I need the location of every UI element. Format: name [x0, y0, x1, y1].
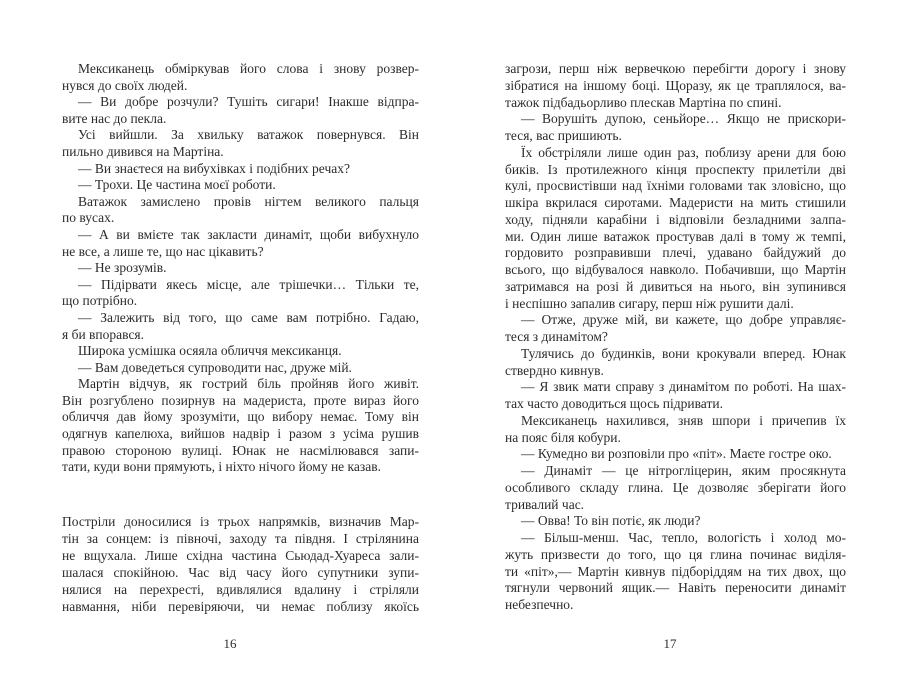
paragraph: [505, 530, 846, 614]
paragraph: [62, 376, 419, 476]
text-line: всього, що відбувалося навколо. Побачивши, що Мартін: [505, 262, 846, 277]
text-line: — Овва! То він потіє, як люди?: [521, 513, 701, 529]
text-line: тажок підбадьорливо плескав Мартіна по спині.: [505, 94, 782, 110]
text-line: Мексиканець обміркував його слова і знову розвер-: [78, 61, 419, 76]
text-line: не все, а лише те, що нас цікавить?: [62, 243, 264, 259]
text-line: нувся до своїх людей.: [62, 77, 188, 93]
text-line: одягнув капелюха, вийшов надвір і разом з усіма рушив: [62, 426, 419, 442]
text-section: [505, 61, 846, 614]
text-line: загрози, перш ніж вервечкою перебігти дорогу і знову: [505, 61, 846, 76]
text-line: жуть призвести до того, що ця глина починає виділя-: [505, 546, 846, 562]
text-line: тах часто доводиться щось підривати.: [505, 396, 723, 411]
text-line: — Трохи. Це частина моєї роботи.: [78, 177, 276, 193]
text-line: — Вам доведеться супроводити нас, друже мій.: [78, 359, 352, 375]
paragraph: [505, 463, 846, 513]
text-line: — Динаміт — це нітрогліцерин, яким просякнута: [521, 463, 846, 478]
text-line: Їх обстріляли лише один раз, поблизу арени для бою: [521, 144, 846, 160]
page-number: 17: [663, 636, 677, 651]
text-line: тягнули червоний ящик.— Навіть переносити динаміт: [505, 580, 846, 596]
text-line: тати, куди вони прямують, і ніхто нічого йому не казав.: [62, 459, 381, 475]
text-line: тривалий час.: [505, 496, 585, 512]
text-line: ти «піт»,— Мартін кивнув підборіддям на тих двох, що: [505, 563, 846, 579]
text-section: [62, 513, 419, 615]
text-line: Мексиканець нахилився, зняв шпори і причепив їх: [521, 412, 846, 428]
paragraph: [62, 177, 419, 194]
paragraph: [62, 94, 419, 127]
text-line: пильно дивився на Мартіна.: [62, 143, 224, 159]
text-line: — А ви вмієте так закласти динаміт, щоби вибухнуло: [78, 226, 419, 242]
paragraph: [62, 310, 419, 343]
text-line: вите нас до пекла.: [62, 110, 167, 126]
paragraph: [505, 513, 846, 530]
text-line: особливого складу глина. Це дозволяє зберігати його: [505, 479, 846, 495]
text-line: я би впорався.: [62, 326, 145, 342]
paragraph: [62, 61, 419, 94]
text-line: не вщухала. Лише східна частина Сьюдад-Хуареса зали-: [62, 548, 419, 563]
text-line: гордовито розправивши плечі, удавано байдужий до: [505, 245, 846, 261]
paragraph: [62, 260, 419, 277]
text-line: і неспішно запалив сигару, перш ніж рушити далі.: [505, 295, 794, 311]
paragraph: [62, 513, 419, 615]
text-line: Він розгублено позирнув на мадериста, проте вираз його: [62, 392, 419, 408]
text-line: обличчя дав йому зрозуміти, що вибору немає. Тому він: [62, 409, 419, 425]
text-line: — Отже, друже мій, ви кажете, що добре управляє-: [521, 312, 846, 328]
paragraph: [505, 446, 846, 463]
paragraph: [505, 346, 846, 380]
paragraph: [505, 61, 846, 111]
paragraph: [505, 413, 846, 447]
text-line: Мартін відчув, як гострий біль пройняв його живіт.: [78, 376, 419, 392]
paragraph: [62, 127, 419, 160]
text-line: нялися на перехресті, вдивлялися вдалину і стріляли: [62, 582, 419, 597]
text-line: зібратися на іншому боці. Щоразу, як це траплялося, ва-: [505, 77, 846, 93]
text-line: ходу, підняли карабіни і відповіли безладними залпа-: [505, 211, 846, 227]
paragraph: [62, 343, 419, 360]
paragraph: [62, 277, 419, 310]
page-number: 16: [223, 636, 237, 651]
text-line: — Не зрозумів.: [78, 260, 167, 276]
paragraph: [505, 111, 846, 145]
text-line: Тулячись до будинків, вони крокували вперед. Юнак: [521, 345, 846, 361]
text-line: правою стороною вулиці. Юнак не насмілювався запи-: [62, 442, 419, 458]
paragraph: [505, 312, 846, 346]
text-line: — Більш-менш. Час, тепло, вологість і холод мо-: [521, 530, 846, 545]
text-line: Усі вийшли. За хвильку ватажок повернувся. Він: [78, 127, 419, 143]
text-line: шкіра вкрилася сиротами. Мадеристи на мить стишили: [505, 195, 846, 210]
paragraph: [62, 194, 419, 227]
paragraph: [62, 161, 419, 178]
text-line: — Залежить від того, що саме вам потрібно. Гадаю,: [78, 309, 419, 325]
text-line: небезпечно.: [505, 597, 574, 612]
text-line: Постріли доносилися із трьох напрямків, визначив Мар-: [62, 514, 419, 529]
text-line: на пояс біля кобури.: [505, 429, 621, 445]
right-page: [450, 0, 900, 692]
text-section: [62, 61, 419, 476]
text-line: — Ви добре розчули? Тушіть сигари! Інакше відпра-: [78, 94, 419, 110]
text-line: Ватажок замислено провів нігтем великого пальця: [78, 193, 419, 209]
text-line: теся, вас пришиють.: [505, 128, 622, 143]
paragraph: [62, 360, 419, 377]
text-line: — Ви знаєтеся на вибухівках і подібних речах?: [78, 160, 350, 176]
text-line: — Я звик мати справу з динамітом по роботі. На шах-: [521, 379, 846, 395]
text-line: шалася спокійною. Час від часу його супутники зупи-: [62, 565, 419, 580]
text-line: — Ворушіть дупою, сеньйоре… Якщо не прискори-: [521, 111, 846, 127]
text-line: по вусах.: [62, 210, 115, 226]
text-line: навмання, ніби перевіряючи, чи немає поблизу якоїсь: [62, 599, 419, 614]
text-line: ствердно кивнув.: [505, 362, 604, 378]
text-line: теся з динамітом?: [505, 329, 608, 344]
text-line: що потрібно.: [62, 293, 138, 309]
text-line: — Кумедно ви розповіли про «піт». Маєте гостре око.: [521, 446, 832, 462]
paragraph: [62, 227, 419, 260]
text-line: затримався на розі й дивиться на нього, він зупинився: [505, 278, 846, 294]
paragraph: [505, 145, 846, 313]
text-line: ми. Один лише ватажок простував далі в тому ж темпі,: [505, 228, 846, 244]
text-line: кулі, просвистівши над їхніми головами так зловісно, що: [505, 178, 846, 194]
text-line: — Підірвати якесь місце, але трішечки… Тільки те,: [78, 276, 419, 292]
paragraph: [505, 379, 846, 413]
text-line: биків. Із протилежного кінця проспекту прилетіли дві: [505, 161, 846, 177]
text-line: тін за сонцем: із півночі, заходу та півдня. І стрілянина: [62, 531, 419, 546]
text-line: Широка усмішка осяяла обличчя мексиканця.: [78, 343, 342, 359]
